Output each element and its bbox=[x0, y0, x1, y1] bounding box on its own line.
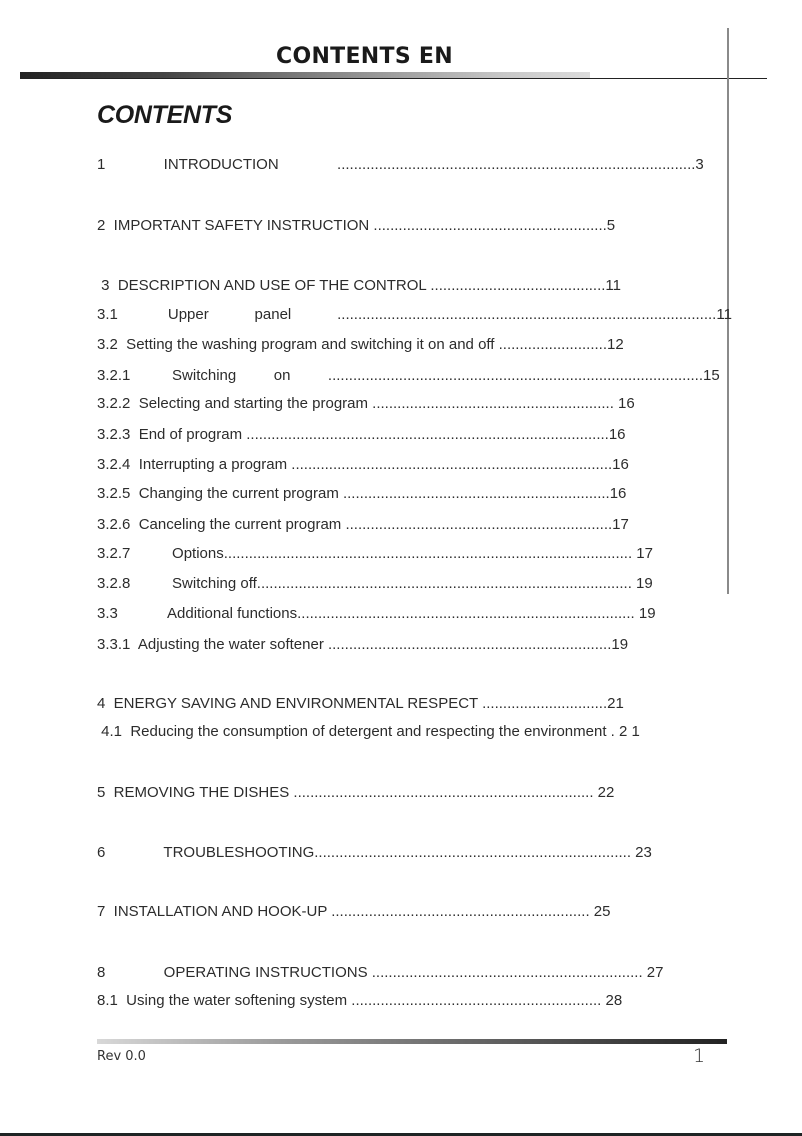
toc-entry[interactable]: 3 DESCRIPTION AND USE OF THE CONTROL ..........................................11 bbox=[97, 277, 621, 294]
toc-entry[interactable]: 4 ENERGY SAVING AND ENVIRONMENTAL RESPECT ..............................21 bbox=[97, 695, 624, 712]
toc-entry[interactable]: 7 INSTALLATION AND HOOK-UP .............................................................. 25 bbox=[97, 903, 611, 920]
toc-entry[interactable]: 1 INTRODUCTION ......................................................................................3 bbox=[97, 156, 704, 173]
toc-entry[interactable]: 4.1 Reducing the consumption of detergent and respecting the environment . 2 1 bbox=[97, 723, 640, 740]
header-rule bbox=[20, 78, 767, 79]
toc-entry[interactable]: 2 IMPORTANT SAFETY INSTRUCTION ........................................................5 bbox=[97, 217, 616, 234]
footer-revision: Rev 0.0 bbox=[97, 1049, 146, 1064]
footer-page-number: 1 bbox=[693, 1045, 706, 1067]
footer-gradient-bar bbox=[97, 1039, 727, 1044]
toc-entry[interactable]: 3.2.4 Interrupting a program .............................................................................16 bbox=[97, 456, 629, 473]
toc-entry[interactable]: 3.1 Upper panel ...........................................................................................11 bbox=[97, 306, 732, 323]
toc-entry[interactable]: 5 REMOVING THE DISHES ........................................................................ 22 bbox=[97, 784, 615, 801]
toc-entry[interactable]: 3.3.1 Adjusting the water softener ....................................................................19 bbox=[97, 636, 629, 653]
contents-heading: CONTENTS bbox=[97, 101, 233, 129]
header-title: CONTENTS EN bbox=[276, 44, 453, 69]
toc-entry[interactable]: 3.2.2 Selecting and starting the program .......................................................... 16 bbox=[97, 395, 635, 412]
toc-entry[interactable]: 3.2.5 Changing the current program ................................................................16 bbox=[97, 485, 627, 502]
toc-entry[interactable]: 3.2.7 Options.................................................................................................. 17 bbox=[97, 545, 653, 562]
toc-entry[interactable]: 3.2.3 End of program .......................................................................................16 bbox=[97, 426, 626, 443]
toc-entry[interactable]: 3.2.6 Canceling the current program ................................................................17 bbox=[97, 516, 629, 533]
toc-entry[interactable]: 8.1 Using the water softening system ............................................................ 28 bbox=[97, 992, 623, 1009]
toc-entry[interactable]: 8 OPERATING INSTRUCTIONS ................................................................. 27 bbox=[97, 964, 664, 981]
toc-entry[interactable]: 3.2 Setting the washing program and switching it on and off ..........................12 bbox=[97, 336, 624, 353]
toc-entry[interactable]: 6 TROUBLESHOOTING............................................................................ 23 bbox=[97, 844, 652, 861]
toc-entry[interactable]: 3.2.8 Switching off.......................................................................................... 19 bbox=[97, 575, 653, 592]
toc-entry[interactable]: 3.2.1 Switching on ..........................................................................................15 bbox=[97, 367, 720, 384]
toc-entry[interactable]: 3.3 Additional functions................................................................................. 19 bbox=[97, 605, 656, 622]
